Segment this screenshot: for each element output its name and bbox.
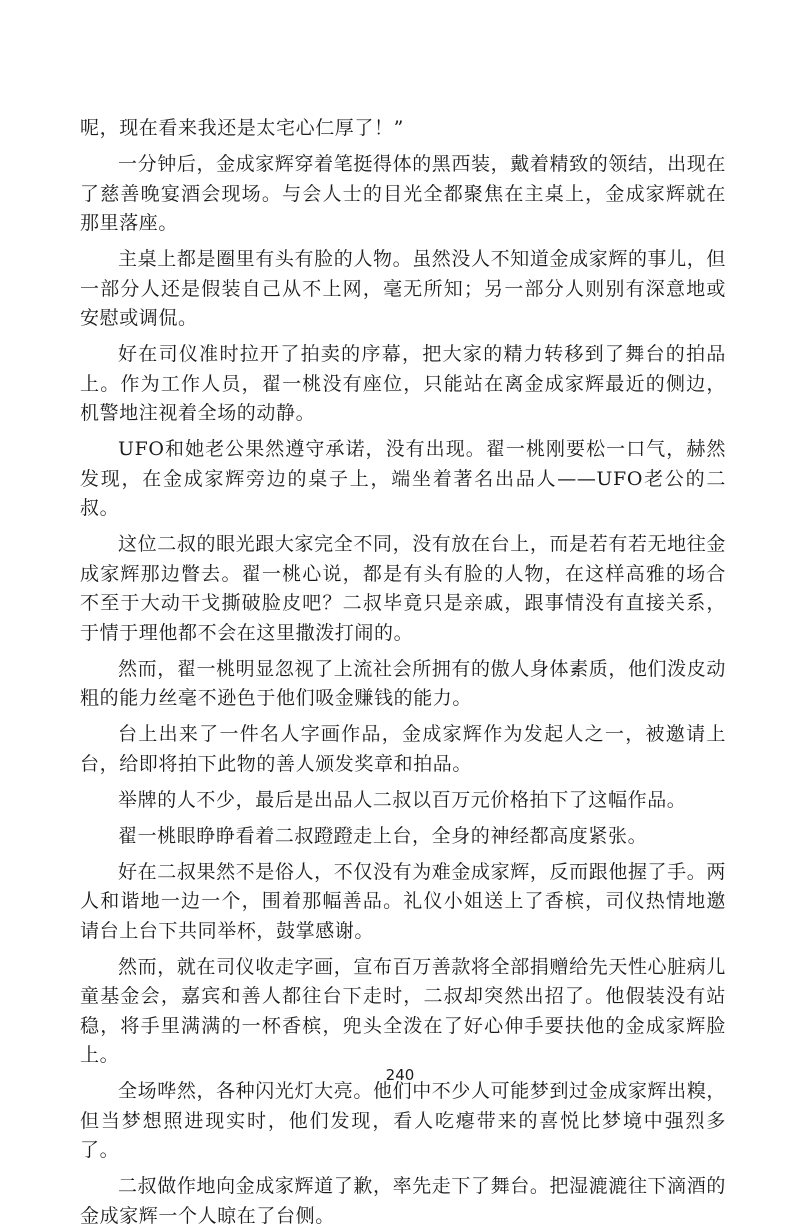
- paragraph-4: 好在司仪准时拉开了拍卖的序幕，把大家的精力转移到了舞台的拍品上。作为工作人员，翟一桃没有座位，只能站在离金成家辉最近的侧边，机警地注视着全场的动静。: [80, 343, 726, 424]
- page-number: 240: [385, 1066, 415, 1084]
- paragraph-5: UFO和她老公果然遵守承诺，没有出现。翟一桃刚要松一口气，赫然发现，在金成家辉旁边的桌子上，端坐着著名出品人——UFO老公的二叔。: [80, 438, 726, 519]
- paragraph-13: 全场哗然，各种闪光灯大亮。他们中不少人可能梦到过金成家辉出糗，但当梦想照进现实时，他们发现，看人吃瘪带来的喜悦比梦境中强烈多了。: [80, 1080, 726, 1161]
- paragraph-1: 呢，现在看来我还是太宅心仁厚了！”: [80, 117, 404, 139]
- paragraph-8: 台上出来了一件名人字画作品，金成家辉作为发起人之一，被邀请上台，给即将拍下此物的善人颁发奖章和拍品。: [80, 723, 726, 775]
- paragraph-12: 然而，就在司仪收走字画，宣布百万善款将全部捐赠给先天性心脏病儿童基金会，嘉宾和善人都往台下走时，二叔却突然出招了。他假装没有站稳，将手里满满的一杯香槟，兜头全泼在了好心伸手要扶他的金成家辉脸上。: [80, 955, 726, 1066]
- paragraph-10: 翟一桃眼睁睁看着二叔蹬蹬走上台，全身的神经都高度紧张。: [118, 824, 648, 847]
- paragraph-14: 二叔做作地向金成家辉道了歉，率先走下了舞台。把湿漉漉往下滴酒的金成家辉一个人晾在了台侧。: [80, 1175, 726, 1227]
- body-text: [80, 114, 726, 1231]
- paragraph-7: 然而，翟一桃明显忽视了上流社会所拥有的傲人身体素质，他们泼皮动粗的能力丝毫不逊色于他们吸金赚钱的能力。: [80, 657, 726, 709]
- paragraph-3: 主桌上都是圈里有头有脸的人物。虽然没人不知道金成家辉的事儿，但一部分人还是假装自己从不上网，毫无所知；另一部分人则别有深意地或安慰或调侃。: [80, 248, 726, 329]
- paragraph-9: 举牌的人不少，最后是出品人二叔以百万元价格拍下了这幅作品。: [118, 788, 687, 811]
- paragraph-6: 这位二叔的眼光跟大家完全不同，没有放在台上，而是若有若无地往金成家辉那边瞥去。翟一桃心说，都是有头有脸的人物，在这样高雅的场合不至于大动干戈撕破脸皮吧？二叔毕竟只是亲戚，跟事情没有直接关系，于情于理他都不会在这里撒泼打闹的。: [80, 533, 726, 644]
- paragraph-11: 好在二叔果然不是俗人，不仅没有为难金成家辉，反而跟他握了手。两人和谐地一边一个，围着那幅善品。礼仪小姐送上了香槟，司仪热情地邀请台上台下共同举杯，鼓掌感谢。: [80, 860, 726, 942]
- paragraph-2: 一分钟后，金成家辉穿着笔挺得体的黑西装，戴着精致的领结，出现在了慈善晚宴酒会现场。与会人士的目光全都聚焦在主桌上，金成家辉就在那里落座。: [80, 153, 726, 234]
